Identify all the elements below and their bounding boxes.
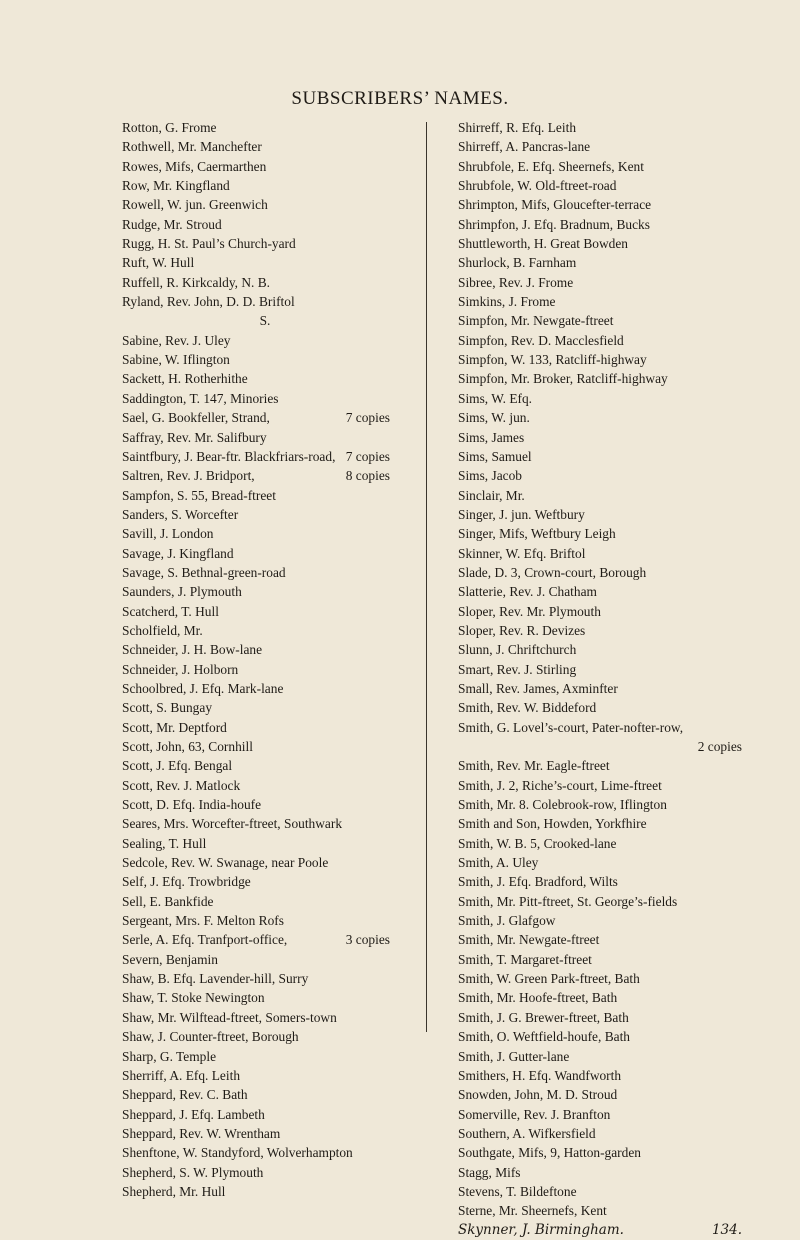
subscriber-entry <box>458 853 742 872</box>
subscriber-name: Shurlock, B. Farnham <box>458 255 577 271</box>
copies-count: 7 copies <box>345 410 390 426</box>
subscriber-entry <box>122 234 390 253</box>
subscriber-name: Shaw, Mr. Wilftead-ftreet, Somers-town <box>122 1009 337 1025</box>
subscriber-entry <box>122 1105 390 1124</box>
subscriber-name: Sabine, Rev. J. Uley <box>122 332 231 348</box>
subscriber-entry <box>458 911 742 930</box>
subscriber-entry <box>122 756 390 775</box>
handwritten-name: Skynner, J. Birmingham. <box>458 1221 624 1238</box>
copies-count: 3 copies <box>345 932 390 948</box>
section-letter: S. <box>259 313 271 329</box>
subscriber-name: Smithers, H. Efq. Wandfworth <box>458 1067 622 1083</box>
subscriber-entry <box>122 524 390 543</box>
subscriber-entry <box>122 930 390 949</box>
subscriber-name: Stagg, Mifs <box>458 1164 521 1180</box>
subscriber-entry <box>458 698 742 717</box>
subscriber-entry <box>122 253 390 272</box>
subscriber-name: Sims, W. Efq. <box>458 390 533 406</box>
subscriber-name: Saffray, Rev. Mr. Salifbury <box>122 429 267 445</box>
subscriber-entry <box>458 118 742 137</box>
subscriber-entry <box>458 814 742 833</box>
subscriber-entry <box>122 331 390 350</box>
subscriber-entry <box>458 524 742 543</box>
subscriber-entry <box>458 331 742 350</box>
subscriber-entry <box>122 176 390 195</box>
subscriber-name: Slunn, J. Chriftchurch <box>458 642 577 658</box>
subscriber-name: Sael, G. Bookfeller, Strand, <box>122 410 270 426</box>
subscriber-entry <box>122 1027 390 1046</box>
subscriber-name: Smith, J. Gutter-lane <box>458 1048 570 1064</box>
subscriber-entry <box>122 988 390 1007</box>
subscriber-entry <box>458 234 742 253</box>
subscriber-name: Simpfon, Rev. D. Macclesfield <box>458 332 624 348</box>
subscriber-entry <box>458 311 742 330</box>
subscriber-name: Skinner, W. Efq. Briftol <box>458 545 586 561</box>
subscriber-entry <box>458 505 742 524</box>
subscriber-name: Shrubfole, E. Efq. Sheernefs, Kent <box>458 158 644 174</box>
subscriber-entry <box>458 563 742 582</box>
subscriber-name: Smith, A. Uley <box>458 855 539 871</box>
subscriber-entry <box>458 1163 742 1182</box>
subscriber-name: Smith, J. 2, Riche’s-court, Lime-ftreet <box>458 777 662 793</box>
subscriber-name: Sims, W. jun. <box>458 410 530 426</box>
subscriber-entry <box>122 505 390 524</box>
subscriber-entry <box>122 1124 390 1143</box>
subscriber-name: Rowell, W. jun. Greenwich <box>122 197 268 213</box>
subscriber-name: Smith, J. G. Brewer-ftreet, Bath <box>458 1009 629 1025</box>
subscriber-name: Sergeant, Mrs. F. Melton Rofs <box>122 913 284 929</box>
subscriber-name: Sims, Samuel <box>458 448 532 464</box>
subscriber-name: Smith, W. B. 5, Crooked-lane <box>458 835 617 851</box>
copies-count: 2 copies <box>697 739 742 754</box>
subscriber-entry <box>458 950 742 969</box>
subscriber-entry <box>458 466 742 485</box>
subscriber-entry <box>122 582 390 601</box>
subscriber-entry <box>458 969 742 988</box>
subscriber-entry <box>122 872 390 891</box>
subscriber-name: Smith, O. Weftfield-houfe, Bath <box>458 1029 630 1045</box>
subscriber-name: Saddington, T. 147, Minories <box>122 390 279 406</box>
subscriber-name: Scatcherd, T. Hull <box>122 603 219 619</box>
column-divider <box>426 122 427 1032</box>
subscriber-entry <box>458 640 742 659</box>
subscriber-name: Shenftone, W. Standyford, Wolverhampton <box>122 1145 353 1161</box>
subscriber-name: Schoolbred, J. Efq. Mark-lane <box>122 680 284 696</box>
subscriber-name: Schneider, J. H. Bow-lane <box>122 642 263 658</box>
subscriber-name: Snowden, John, M. D. Stroud <box>458 1087 618 1103</box>
subscriber-name: Small, Rev. James, Axminfter <box>458 680 618 696</box>
subscriber-entry <box>122 950 390 969</box>
subscriber-name: Rothwell, Mr. Manchefter <box>122 139 262 155</box>
subscriber-name: Southern, A. Wifkersfield <box>458 1125 596 1141</box>
subscriber-entry <box>122 408 390 427</box>
subscriber-name: Sterne, Mr. Sheernefs, Kent <box>458 1203 607 1219</box>
subscriber-entry <box>458 215 742 234</box>
subscriber-name: Rowes, Mifs, Caermarthen <box>122 158 267 174</box>
subscriber-name: Sloper, Rev. R. Devizes <box>458 622 586 638</box>
subscriber-name: Sanders, S. Worcefter <box>122 506 239 522</box>
copies-count: 7 copies <box>345 448 390 464</box>
subscriber-entry <box>122 969 390 988</box>
subscriber-name: Shaw, J. Counter-ftreet, Borough <box>122 1029 299 1045</box>
subscriber-entry <box>458 350 742 369</box>
subscriber-entry <box>122 486 390 505</box>
subscriber-name: Shaw, T. Stoke Newington <box>122 990 265 1006</box>
subscriber-entry <box>458 195 742 214</box>
subscriber-entry <box>458 621 742 640</box>
subscriber-entry <box>122 892 390 911</box>
subscriber-entry <box>458 157 742 176</box>
subscriber-entry <box>122 157 390 176</box>
subscriber-entry <box>122 292 390 311</box>
subscriber-name: Ruffell, R. Kirkcaldy, N. B. <box>122 274 271 290</box>
subscriber-name: Sheppard, Rev. C. Bath <box>122 1087 248 1103</box>
subscriber-entry <box>122 1182 390 1201</box>
subscriber-name: Shrimpfon, J. Efq. Bradnum, Bucks <box>458 216 650 232</box>
subscriber-entry <box>458 369 742 388</box>
subscriber-entry <box>122 544 390 563</box>
subscriber-entry <box>458 292 742 311</box>
subscriber-entry <box>122 776 390 795</box>
subscriber-entry <box>458 253 742 272</box>
subscriber-name: Scott, S. Bungay <box>122 700 213 716</box>
subscriber-name: Slade, D. 3, Crown-court, Borough <box>458 564 647 580</box>
subscriber-name: Smith, Rev. W. Biddeford <box>458 700 597 716</box>
subscriber-name: Severn, Benjamin <box>122 951 218 967</box>
subscriber-name: Sibree, Rev. J. Frome <box>458 274 574 290</box>
subscriber-entry <box>122 853 390 872</box>
subscriber-name: Smith, G. Lovel’s-court, Pater-nofter-row, <box>458 719 684 735</box>
subscriber-entry <box>122 447 390 466</box>
subscriber-entry <box>458 660 742 679</box>
subscriber-entry <box>458 137 742 156</box>
subscriber-entry <box>458 408 742 427</box>
subscriber-entry <box>458 1047 742 1066</box>
subscriber-name: Rugg, H. St. Paul’s Church-yard <box>122 236 296 252</box>
subscriber-entry <box>458 679 742 698</box>
subscriber-name: Saunders, J. Plymouth <box>122 584 242 600</box>
subscriber-name: Sims, Jacob <box>458 468 522 484</box>
subscriber-name: Smith, Mr. Pitt-ftreet, St. George’s-fields <box>458 893 678 909</box>
subscriber-name: Saintfbury, J. Bear-ftr. Blackfriars-road, <box>122 448 336 464</box>
subscriber-name: Shepherd, Mr. Hull <box>122 1183 226 1199</box>
subscriber-name: Smith, Mr. 8. Colebrook-row, Iflington <box>458 797 667 813</box>
subscriber-entry <box>122 195 390 214</box>
subscriber-name: Stevens, T. Bildeftone <box>458 1183 577 1199</box>
subscriber-entry <box>122 563 390 582</box>
subscriber-entry <box>122 118 390 137</box>
subscriber-name: Savage, S. Bethnal-green-road <box>122 564 286 580</box>
subscriber-name: Smith, Mr. Newgate-ftreet <box>458 932 600 948</box>
subscriber-entry <box>122 466 390 485</box>
subscriber-name: Scott, D. Efq. India-houfe <box>122 797 262 813</box>
subscriber-name: Seares, Mrs. Worcefter-ftreet, Southwark <box>122 816 343 832</box>
subscriber-name: Ruft, W. Hull <box>122 255 195 271</box>
subscriber-entry <box>458 1027 742 1046</box>
right-column <box>458 118 742 1240</box>
subscriber-name: Simkins, J. Frome <box>458 294 556 310</box>
subscriber-name: Sedcole, Rev. W. Swanage, near Poole <box>122 855 329 871</box>
subscriber-name: Scott, J. Efq. Bengal <box>122 758 233 774</box>
subscriber-name: Southgate, Mifs, 9, Hatton-garden <box>458 1145 641 1161</box>
subscriber-name: Smith, J. Efq. Bradford, Wilts <box>458 874 618 890</box>
subscriber-entry <box>122 215 390 234</box>
subscriber-entry <box>122 369 390 388</box>
subscriber-entry <box>458 486 742 505</box>
subscriber-name: Shuttleworth, H. Great Bowden <box>458 236 628 252</box>
subscriber-entry <box>458 1105 742 1124</box>
subscriber-name: Singer, J. jun. Weftbury <box>458 506 585 522</box>
subscriber-name: Sabine, W. Iflington <box>122 352 230 368</box>
subscriber-name: Sackett, H. Rotherhithe <box>122 371 248 387</box>
subscriber-name: Sheppard, J. Efq. Lambeth <box>122 1106 265 1122</box>
subscriber-entry <box>458 602 742 621</box>
subscriber-name: Scott, John, 63, Cornhill <box>122 739 253 754</box>
subscriber-entry <box>122 698 390 717</box>
subscriber-name: Rotton, G. Frome <box>122 120 217 135</box>
subscriber-entry <box>122 1047 390 1066</box>
subscriber-name: Ryland, Rev. John, D. D. Briftol <box>122 294 295 310</box>
subscriber-entry <box>458 718 742 737</box>
subscriber-entry <box>458 1143 742 1162</box>
subscriber-entry <box>458 872 742 891</box>
subscriber-name: Simpfon, Mr. Broker, Ratcliff-highway <box>458 371 668 387</box>
subscriber-entry <box>122 137 390 156</box>
subscriber-entry <box>122 737 390 756</box>
subscriber-entry <box>458 1124 742 1143</box>
subscriber-name: Sinclair, Mr. <box>458 487 525 503</box>
subscriber-entry <box>458 582 742 601</box>
subscriber-entry <box>458 544 742 563</box>
subscriber-name: Scott, Rev. J. Matlock <box>122 777 241 793</box>
subscriber-name: Somerville, Rev. J. Branfton <box>458 1106 611 1122</box>
subscriber-name: Sell, E. Bankfide <box>122 893 214 909</box>
subscriber-entry <box>122 389 390 408</box>
subscriber-name: Self, J. Efq. Trowbridge <box>122 874 251 890</box>
subscriber-name: Smith, T. Margaret-ftreet <box>458 951 592 967</box>
subscriber-entry <box>122 1066 390 1085</box>
subscriber-name: Sheppard, Rev. W. Wrentham <box>122 1125 281 1141</box>
subscriber-entry <box>458 988 742 1007</box>
subscriber-entry <box>458 930 742 949</box>
subscriber-entry <box>458 1008 742 1027</box>
subscriber-name: Shirreff, A. Pancras-lane <box>458 139 591 155</box>
left-column <box>122 118 390 1201</box>
subscriber-name: Schneider, J. Holborn <box>122 661 239 677</box>
subscriber-entry <box>122 640 390 659</box>
subscriber-entry <box>122 660 390 679</box>
page-title: SUBSCRIBERS’ NAMES. <box>291 88 509 109</box>
subscriber-entry <box>122 602 390 621</box>
subscriber-entry <box>122 273 390 292</box>
subscriber-name: Shrimpton, Mifs, Gloucefter-terrace <box>458 197 652 213</box>
subscriber-name: Sherriff, A. Efq. Leith <box>122 1067 241 1083</box>
subscriber-name: Simpfon, W. 133, Ratcliff-highway <box>458 352 647 368</box>
subscriber-name: Saltren, Rev. J. Bridport, <box>122 468 255 484</box>
subscriber-name: Shirreff, R. Efq. Leith <box>458 120 577 135</box>
subscriber-entry <box>122 814 390 833</box>
subscriber-name: Row, Mr. Kingfland <box>122 178 230 194</box>
copies-count: 8 copies <box>345 468 390 484</box>
subscriber-entry <box>458 834 742 853</box>
subscriber-name: Sloper, Rev. Mr. Plymouth <box>458 603 601 619</box>
subscriber-entry <box>458 273 742 292</box>
subscriber-name: Slatterie, Rev. J. Chatham <box>458 584 597 600</box>
subscriber-entry <box>458 1085 742 1104</box>
subscriber-entry <box>458 447 742 466</box>
subscriber-name: Shepherd, S. W. Plymouth <box>122 1164 264 1180</box>
subscriber-name: Rudge, Mr. Stroud <box>122 216 222 232</box>
subscriber-name: Scott, Mr. Deptford <box>122 719 227 735</box>
subscriber-name: Smith, W. Green Park-ftreet, Bath <box>458 971 640 987</box>
subscriber-name: Smith, Rev. Mr. Eagle-ftreet <box>458 758 610 774</box>
subscriber-name: Smart, Rev. J. Stirling <box>458 661 577 677</box>
subscriber-entry <box>122 428 390 447</box>
subscriber-name: Smith and Son, Howden, Yorkfhire <box>458 816 647 832</box>
subscriber-name: Savage, J. Kingfland <box>122 545 234 561</box>
subscriber-entry <box>122 834 390 853</box>
subscriber-entry <box>458 795 742 814</box>
subscriber-entry <box>458 892 742 911</box>
subscriber-name: Serle, A. Efq. Tranfport-office, <box>122 932 288 948</box>
subscriber-name: Savill, J. London <box>122 526 214 542</box>
subscriber-name: Sealing, T. Hull <box>122 835 207 851</box>
subscriber-entry <box>458 176 742 195</box>
subscriber-entry <box>122 621 390 640</box>
subscriber-entry <box>122 795 390 814</box>
subscriber-entry <box>122 1085 390 1104</box>
subscriber-entry <box>122 679 390 698</box>
subscriber-name: Sims, James <box>458 429 525 445</box>
subscriber-name: Shrubfole, W. Old-ftreet-road <box>458 178 617 194</box>
handwritten-number: 134. <box>711 1221 742 1238</box>
subscriber-entry <box>458 1182 742 1201</box>
subscriber-entry <box>122 1008 390 1027</box>
subscriber-name: Sharp, G. Temple <box>122 1048 217 1064</box>
subscriber-name: Smith, Mr. Hoofe-ftreet, Bath <box>458 990 618 1006</box>
subscriber-entry <box>122 350 390 369</box>
subscriber-entry <box>458 428 742 447</box>
handwritten-entry <box>458 1221 742 1240</box>
subscriber-name: Smith, J. Glafgow <box>458 913 556 929</box>
subscriber-entry <box>122 1163 390 1182</box>
subscriber-name: Scholfield, Mr. <box>122 622 203 638</box>
subscriber-name: Sampfon, S. 55, Bread-ftreet <box>122 487 276 503</box>
subscriber-name: Simpfon, Mr. Newgate-ftreet <box>458 313 614 329</box>
subscriber-entry <box>458 776 742 795</box>
subscriber-entry <box>458 756 742 775</box>
subscriber-entry <box>122 718 390 737</box>
subscriber-name: Shaw, B. Efq. Lavender-hill, Surry <box>122 971 309 987</box>
subscriber-entry <box>122 1143 390 1162</box>
subscriber-entry <box>458 1066 742 1085</box>
subscriber-entry <box>458 389 742 408</box>
subscriber-entry <box>122 911 390 930</box>
subscriber-name: Singer, Mifs, Weftbury Leigh <box>458 526 616 542</box>
subscriber-entry <box>458 1201 742 1220</box>
